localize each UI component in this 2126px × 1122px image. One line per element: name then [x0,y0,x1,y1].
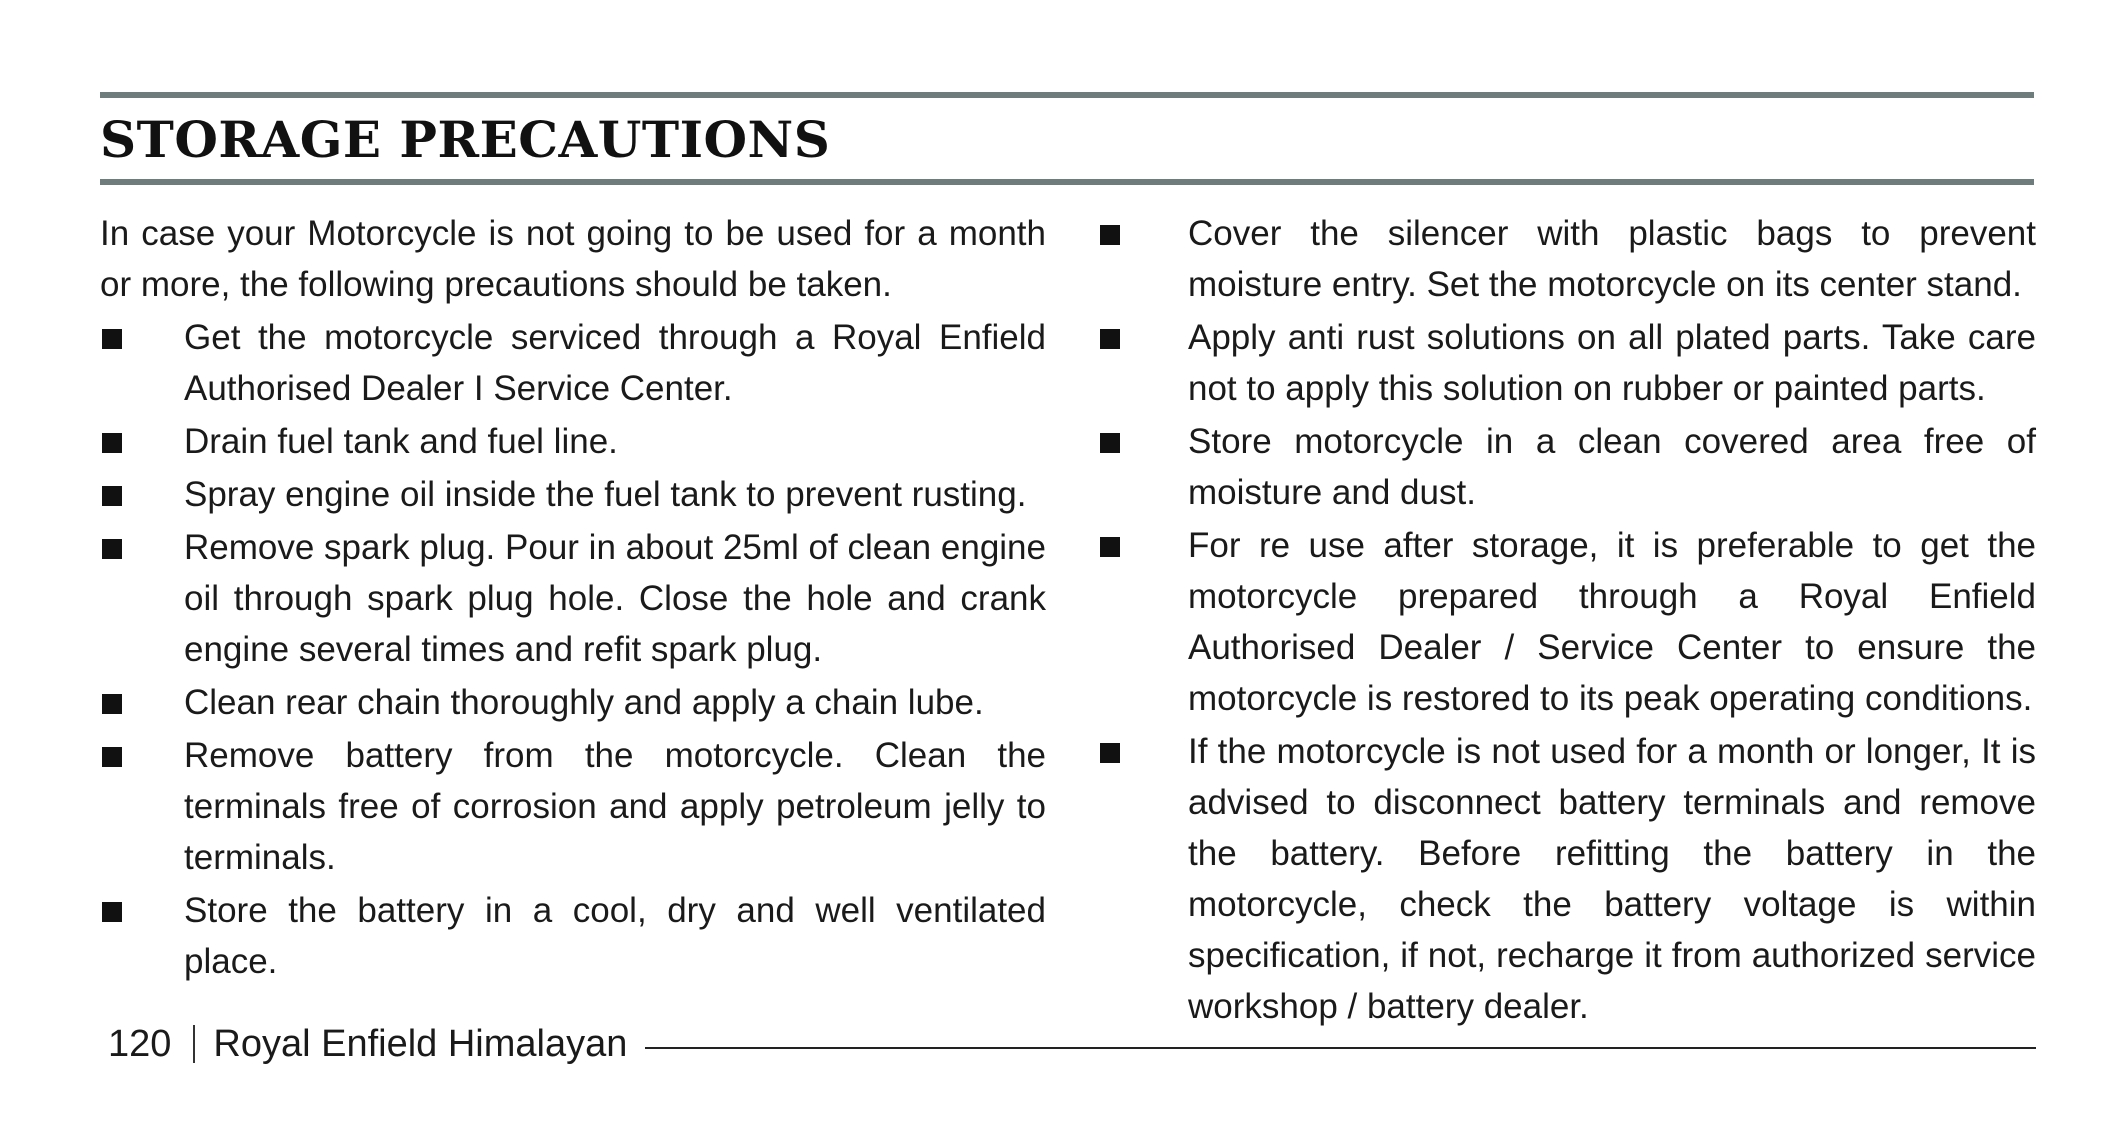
left-precautions-list [100,312,1046,987]
list-item [100,312,1046,414]
square-bullet-icon [102,539,122,559]
list-item-text: Clean rear chain thoroughly and apply a chain lube. [184,683,984,722]
right-column [1098,208,2036,1034]
list-item-text: Get the motorcycle serviced through a Royal Enfield Authorised Dealer I Service Center. [184,318,1046,408]
list-item-text: Store the battery in a cool, dry and well ventilated place. [184,891,1046,981]
right-precautions-list [1098,208,2036,1032]
list-item-text: Apply anti rust solutions on all plated parts. Take care not to apply this solution on rubber or painted parts. [1188,318,2036,408]
list-item [100,522,1046,675]
list-item-text: Spray engine oil inside the fuel tank to prevent rusting. [184,475,1027,514]
list-item-text: Cover the silencer with plastic bags to prevent moisture entry. Set the motorcycle on its center stand. [1188,214,2036,304]
square-bullet-icon [102,902,122,922]
page-number: 120 [108,1022,172,1065]
list-item [1098,520,2036,724]
section-title: STORAGE PRECAUTIONS [100,110,831,169]
list-item-text: For re use after storage, it is preferable to get the motorcycle prepared through a Royal Enfield Authorised Dealer / Service Center to ensure the motorcycle is restored to its peak operating conditions. [1188,526,2036,718]
page-footer [108,1016,2036,1072]
header-top-rule [100,92,2034,98]
left-column [100,208,1046,989]
intro-paragraph: In case your Motorcycle is not going to be used for a month or more, the following precautions should be taken. [100,214,1046,304]
footer-separator [193,1025,195,1063]
list-item [1098,726,2036,1032]
list-item-text: Remove spark plug. Pour in about 25ml of clean engine oil through spark plug hole. Close the hole and crank engine several times and refit spark plug. [184,528,1046,669]
list-item [100,730,1046,883]
list-item-text: Store motorcycle in a clean covered area free of moisture and dust. [1188,422,2036,512]
square-bullet-icon [1100,537,1120,557]
book-title: Royal Enfield Himalayan [213,1022,628,1065]
list-item [100,677,1046,728]
square-bullet-icon [1100,743,1120,763]
square-bullet-icon [1100,225,1120,245]
list-item [1098,208,2036,310]
list-item [100,469,1046,520]
list-item-text: Drain fuel tank and fuel line. [184,422,618,461]
list-item-text: Remove battery from the motorcycle. Clean the terminals free of corrosion and apply petroleum jelly to terminals. [184,736,1046,877]
list-item-text: If the motorcycle is not used for a month or longer, It is advised to disconnect battery terminals and remove the battery. Before refitting the battery in the motorcycle, check the battery voltage is within specification, if not, recharge it from authorized service workshop / battery dealer. [1188,732,2036,1026]
list-item [100,416,1046,467]
square-bullet-icon [1100,433,1120,453]
list-item [1098,312,2036,414]
list-item [100,885,1046,987]
square-bullet-icon [102,747,122,767]
list-item [1098,416,2036,518]
square-bullet-icon [102,694,122,714]
footer-rule [645,1047,2036,1049]
square-bullet-icon [102,433,122,453]
header-bottom-rule [100,179,2034,185]
square-bullet-icon [102,486,122,506]
square-bullet-icon [102,329,122,349]
square-bullet-icon [1100,329,1120,349]
